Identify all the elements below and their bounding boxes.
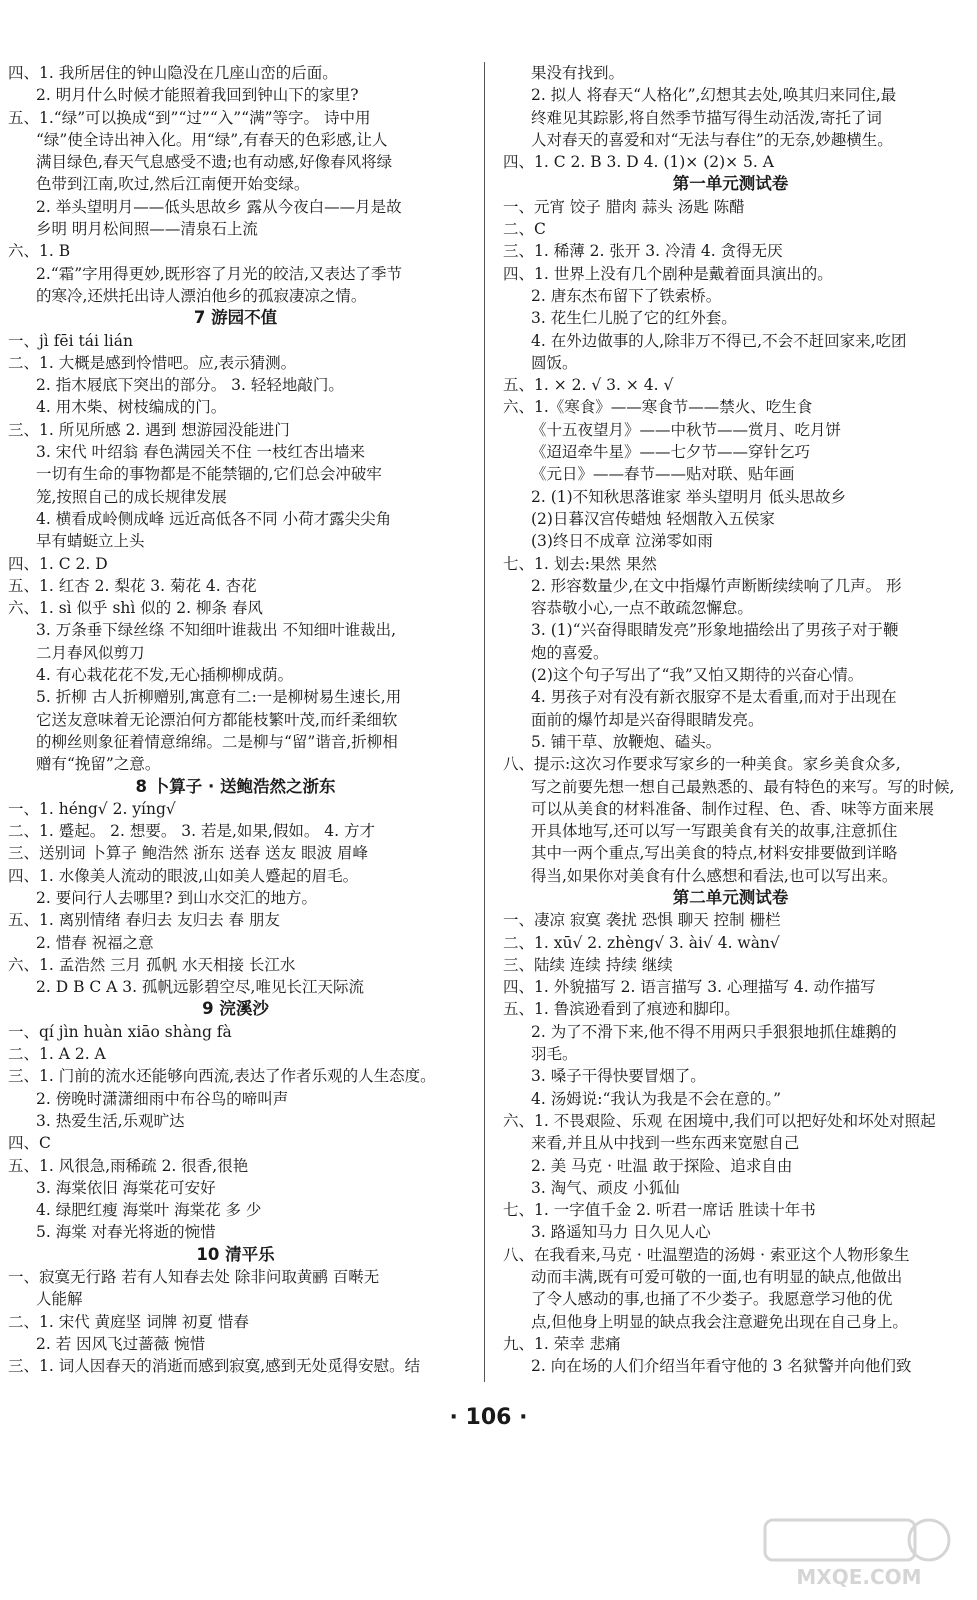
answer-line: 七、1. 划去:果然 果然 [503,554,657,573]
answer-line: 4. 横看成岭侧成峰 远近高低各不同 小荷才露尖尖角 [36,509,392,528]
answer-line: 笼,按照自己的成长规律发展 [36,487,227,506]
page-number: · 106 · [449,1405,528,1430]
answer-line: 2. 若 因风飞过蔷薇 惋惜 [36,1334,206,1353]
answer-line: 3. 海棠依旧 海棠花可安好 [36,1178,216,1197]
answer-line: 其中一两个重点,写出美食的特点,材料安排要做到详略 [531,844,898,863]
answer-line: 3. 嗓子干得快要冒烟了。 [531,1067,706,1086]
answer-line: 2. 惜春 祝福之意 [36,933,154,952]
answer-line: 六、1. sì 似乎 shì 似的 2. 柳条 春风 [8,599,263,618]
answer-line: 四、1. 我所居住的钟山隐没在几座山峦的后面。 [8,64,338,82]
answer-line: 开具体地写,还可以写一写跟美食有关的故事,注意抓住 [531,822,898,841]
answer-line: 5. 海棠 对春光将逝的惋惜 [36,1223,216,1242]
answer-line: 三、陆续 连续 持续 继续 [503,955,673,974]
answer-line: 2. 为了不滑下来,他不得不用两只手狠狠地抓住雄鹅的 [531,1022,897,1041]
answer-line: 3. 万条垂下绿丝绦 不知细叶谁裁出 不知细叶谁裁出, [36,621,396,640]
answer-line: 4. 汤姆说:“我认为我是不会在意的。” [531,1089,782,1108]
answer-line: 一、元宵 饺子 腊肉 蒜头 汤匙 陈醋 [503,197,745,216]
answer-line: 二、1. 蹙起。 2. 想要。 3. 若是,如果,假如。 4. 方才 [8,822,375,841]
answer-line: 的柳丝则象征着情意绵绵。二是柳与“留”谐音,折柳相 [36,732,398,751]
answer-line: 六、1. B [8,242,71,261]
answer-line: 一、qí jìn huàn xiāo shàng fà [8,1022,232,1041]
answer-line: 九、1. 荣幸 悲痛 [503,1334,621,1353]
answer-line: (3)终日不成章 泣涕零如雨 [531,532,713,551]
answer-line: 了令人感动的事,也捅了不少娄子。我愿意学习他的优 [531,1290,893,1309]
answer-line: 5. 铺干草、放鞭炮、磕头。 [531,732,722,751]
answer-line: 满目绿色,春天气息感受不遗;也有动感,好像春风将绿 [36,153,393,172]
answer-line: 写之前要先想一想自己最熟悉的、最有特色的来写。写的时候, [531,777,955,796]
answer-line: 2. 指木屐底下突出的部分。 3. 轻轻地敲门。 [36,376,344,395]
answer-line: 4. 在外边做事的人,除非万不得已,不会不赶回家来,吃团 [531,331,907,350]
answer-line: 得当,如果你对美食有什么感想和看法,也可以写出来。 [531,866,898,885]
answer-line: 四、1. 外貌描写 2. 语言描写 3. 心理描写 4. 动作描写 [503,978,876,997]
answer-line: 四、1. C 2. D [8,554,108,573]
answer-line: 2. 傍晚时潇潇细雨中布谷鸟的啼叫声 [36,1089,289,1108]
section-title: 9 浣溪沙 [202,999,269,1019]
answer-line: 2. 形容数量少,在文中指爆竹声断断续续响了几声。 形 [531,576,902,595]
answer-line: 二、1. A 2. A [8,1045,106,1064]
answer-line: (2)这个句子写出了“我”又怕又期待的兴奋心情。 [531,666,864,685]
answer-line: 2. 举头望明月——低头思故乡 露从今夜白——月是故 [36,197,402,216]
answer-line: 3. 花生仁儿脱了它的红外套。 [531,309,737,328]
answer-line: 二、1. 宋代 黄庭坚 词牌 初夏 惜春 [8,1312,249,1331]
answer-line: 八、提示:这次习作要求写家乡的一种美食。家乡美食众多, [503,755,901,774]
watermark-text: MXQE.COM [796,1565,922,1589]
answer-line: 果没有找到。 [531,64,625,82]
answer-line: 六、1. 孟浩然 三月 孤帆 水天相接 长江水 [8,955,296,974]
right-column [503,62,958,1378]
answer-line: 五、1. × 2. √ 3. × 4. √ [503,376,674,395]
answer-line: 五、1. 风很急,雨稀疏 2. 很香,很艳 [8,1156,249,1175]
left-column [8,62,463,1378]
answer-line: 三、1. 稀薄 2. 张开 3. 冷清 4. 贪得无厌 [503,242,783,261]
answer-line: 2. D B C A 3. 孤帆远影碧空尽,唯见长江天际流 [36,978,364,997]
answer-line: 2. 唐东杰布留下了铁索桥。 [531,286,722,305]
answer-line: (2)日暮汉宫传蜡烛 轻烟散入五侯家 [531,509,775,528]
answer-line: 一、寂寞无行路 若有人知春去处 除非问取黄鹂 百啭无 [8,1268,380,1287]
answer-line: 3. 宋代 叶绍翁 春色满园关不住 一枝红杏出墙来 [36,443,365,462]
answer-line: 《元日》——春节——贴对联、贴年画 [531,465,795,484]
section-title: 第一单元测试卷 [672,174,789,194]
answer-line: 三、1. 门前的流水还能够向西流,表达了作者乐观的人生态度。 [8,1067,436,1086]
section-title: 10 清平乐 [196,1244,275,1264]
answer-line: 4. 男孩子对有没有新衣服穿不是太看重,而对于出现在 [531,688,897,707]
answer-line: 3. 路遥知马力 日久见人心 [531,1223,711,1242]
answer-line: 八、在我看来,马克 · 吐温塑造的汤姆 · 索亚这个人物形象生 [503,1245,910,1264]
answer-line: 色带到江南,吹过,然后江南便开始变绿。 [36,175,310,194]
answer-line: 2. 拟人 将春天“人格化”,幻想其去处,唤其归来同住,最 [531,86,897,105]
answer-line: 一、凄凉 寂寞 袭扰 恐惧 聊天 控制 栅栏 [503,911,781,930]
answer-line: 早有蜻蜓立上头 [36,532,145,551]
answer-line: 容恭敬小心,一点不敢疏忽懈怠。 [531,599,753,618]
watermark-logo [759,1512,959,1592]
section-title: 8 卜算子 · 送鲍浩然之浙东 [135,776,336,796]
answer-line: 5. 折柳 古人折柳赠别,寓意有二:一是柳树易生速长,用 [36,688,402,707]
answer-line: 二、1. 大概是感到怜惜吧。应,表示猜测。 [8,353,297,372]
answer-line: 五、1. 离别情绪 春归去 友归去 春 朋友 [8,911,280,930]
answer-line: 3. (1)“兴奋得眼睛发亮”形象地描绘出了男孩子对于鞭 [531,621,899,640]
answer-line: 《迢迢牵牛星》——七夕节——穿针乞巧 [531,443,811,462]
answer-line: 六、1.《寒食》——寒食节——禁火、吃生食 [503,398,813,417]
answer-line: 2. 美 马克 · 吐温 敢于探险、追求自由 [531,1156,793,1175]
answer-line: 3. 热爱生活,乐观旷达 [36,1111,185,1130]
answer-line: 炮的喜爱。 [531,643,609,662]
answer-line: 人对春天的喜爱和对“无法与春住”的无奈,妙趣横生。 [531,130,893,149]
answer-line: 五、1.“绿”可以换成“到”“过”“入”“满”等字。 诗中用 [8,108,371,127]
answer-line: 四、C [8,1134,51,1153]
answer-line: 七、1. 一字值千金 2. 听君一席话 胜读十年书 [503,1201,816,1220]
answer-line: 2.“霜”字用得更妙,既形容了月光的皎洁,又表达了季节 [36,264,402,283]
answer-line: 一、jì fēi tái lián [8,331,133,350]
answer-line: 2. 要问行人去哪里? 到山水交汇的地方。 [36,888,317,907]
answer-line: 它送友意味着无论漂泊何方都能枝繁叶茂,而纤柔细软 [36,710,398,729]
answer-line: 四、1. 世界上没有几个剧种是戴着面具演出的。 [503,264,833,283]
answer-line: 《十五夜望月》——中秋节——赏月、吃月饼 [531,420,842,439]
answer-line: 4. 绿肥红瘦 海棠叶 海棠花 多 少 [36,1201,262,1220]
answer-line: 四、1. C 2. B 3. D 4. (1)× (2)× 5. A [503,153,774,172]
answer-line: 二、1. xū√ 2. zhèng√ 3. ài√ 4. wàn√ [503,933,780,952]
answer-line: 四、1. 水像美人流动的眼波,山如美人蹙起的眉毛。 [8,866,359,885]
answer-line: 2. (1)不知秋思落谁家 举头望明月 低头思故乡 [531,487,847,506]
answer-line: 三、1. 所见所感 2. 遇到 想游园没能进门 [8,420,290,439]
answer-line: 2. 向在场的人们介绍当年看守他的 3 名狱警并向他们致 [531,1357,912,1376]
answer-line: 人能解 [36,1290,83,1309]
column-divider [484,62,485,1382]
answer-line: “绿”使全诗出神入化。用“绿”,有春天的色彩感,让人 [36,130,388,149]
section-title: 第二单元测试卷 [672,887,789,907]
answer-line: 一、1. héng√ 2. yíng√ [8,799,176,818]
answer-line: 二月春风似剪刀 [36,643,145,662]
answer-line: 赠有“挽留”之意。 [36,755,161,774]
answer-line: 点,但他身上明显的缺点我会注意避免出现在自己身上。 [531,1312,908,1331]
answer-line: 4. 用木柴、树枝编成的门。 [36,398,227,417]
answer-line: 来看,并且从中找到一些东西来宽慰自己 [531,1134,800,1153]
answer-line: 3. 淘气、顽皮 小狐仙 [531,1178,680,1197]
answer-line: 一切有生命的事物都是不能禁锢的,它们总会冲破牢 [36,465,382,484]
answer-line: 五、1. 红杏 2. 梨花 3. 菊花 4. 杏花 [8,576,257,595]
answer-line: 三、1. 词人因春天的消逝而感到寂寞,感到无处觅得安慰。结 [8,1357,421,1376]
answer-line: 面前的爆竹却是兴奋得眼睛发亮。 [531,710,764,729]
answer-line: 羽毛。 [531,1045,578,1064]
section-title: 7 游园不值 [193,308,278,328]
answer-line: 三、送别词 卜算子 鲍浩然 浙东 送春 送友 眼波 眉峰 [8,844,368,863]
answer-line: 二、C [503,220,546,239]
answer-line: 圆饭。 [531,353,578,372]
answer-line: 的寒冷,还烘托出诗人漂泊他乡的孤寂凄凉之情。 [36,286,367,305]
answer-line: 可以从美食的材料准备、制作过程、色、香、味等方面来展 [531,799,935,818]
answer-line: 六、1. 不畏艰险、乐观 在困境中,我们可以把好处和坏处对照起 [503,1111,936,1130]
answer-line: 2. 明月什么时候才能照着我回到钟山下的家里? [36,86,359,105]
answer-line: 终难见其踪影,将自然季节描写得生动活泼,寄托了词 [531,108,882,127]
answer-line: 乡明 明月松间照——清泉石上流 [36,220,258,239]
answer-line: 动而丰满,既有可爱可敬的一面,也有明显的缺点,他做出 [531,1268,903,1287]
answer-line: 4. 有心栽花花不发,无心插柳柳成荫。 [36,666,294,685]
answer-line: 五、1. 鲁滨逊看到了痕迹和脚印。 [503,1000,740,1019]
